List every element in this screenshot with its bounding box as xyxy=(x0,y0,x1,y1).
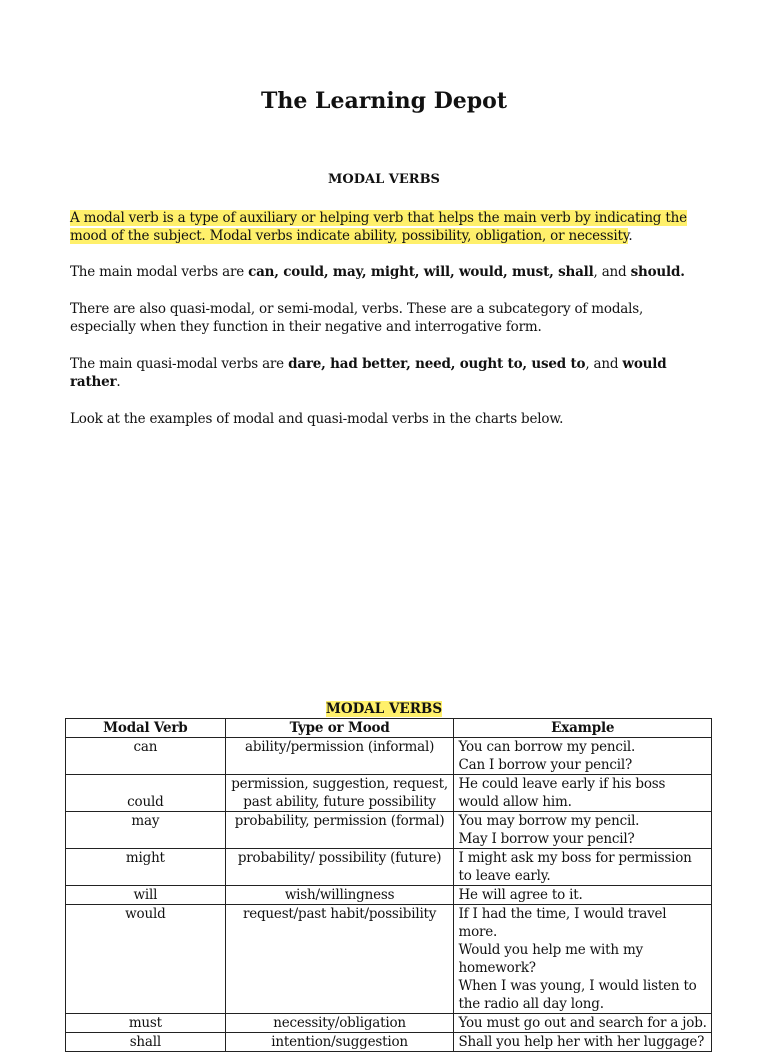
cell-example xyxy=(454,905,712,1014)
cell-example xyxy=(454,1014,712,1033)
example-line: When I was young, I would listen to the radio all day long. xyxy=(458,978,697,1012)
example-line: Can I borrow your pencil? xyxy=(458,757,633,773)
table-row xyxy=(66,738,712,775)
table-row xyxy=(66,775,712,812)
cell-example xyxy=(454,849,712,886)
cell-mood: intention/suggestion xyxy=(225,1033,454,1052)
paragraph-main-modals xyxy=(70,263,700,281)
cell-mood: ability/permission (informal) xyxy=(225,738,454,775)
cell-verb: must xyxy=(66,1014,226,1033)
cell-verb: might xyxy=(66,849,226,886)
paragraph-charts-note: Look at the examples of modal and quasi-modal verbs in the charts below. xyxy=(70,411,564,427)
header-type-or-mood: Type or Mood xyxy=(225,719,454,738)
main-modals-and: , and xyxy=(593,264,631,280)
paragraph-definition xyxy=(70,209,700,245)
table-caption xyxy=(0,701,768,717)
example-line: Shall you help her with her luggage? xyxy=(458,1034,705,1050)
quasi-and: , and xyxy=(585,356,623,372)
example-line: If I had the time, I would travel more. xyxy=(458,906,667,940)
cell-example xyxy=(454,1033,712,1052)
modal-verbs-table xyxy=(65,718,712,1052)
cell-mood: wish/willingness xyxy=(225,886,454,905)
main-modals-prefix: The main modal verbs are xyxy=(70,264,249,280)
example-line: He will agree to it. xyxy=(458,887,583,903)
table-row xyxy=(66,849,712,886)
table-row xyxy=(66,905,712,1014)
cell-mood: probability, permission (formal) xyxy=(225,812,454,849)
quasi-period: . xyxy=(116,374,121,390)
cell-mood: permission, suggestion, request, past ability, future possibility xyxy=(225,775,454,812)
cell-verb: would xyxy=(66,905,226,1014)
header-example: Example xyxy=(454,719,712,738)
main-modals-list: can, could, may, might, will, would, must, shall xyxy=(248,264,594,280)
quasi-prefix: The main quasi-modal verbs are xyxy=(70,356,289,372)
table-row xyxy=(66,886,712,905)
quasi-list: dare, had better, need, ought to, used to xyxy=(288,356,586,372)
section-heading: MODAL VERBS xyxy=(328,172,440,187)
table-row xyxy=(66,1014,712,1033)
cell-verb: may xyxy=(66,812,226,849)
cell-verb: could xyxy=(66,775,226,812)
example-line: You must go out and search for a job. xyxy=(458,1015,707,1031)
document-title: The Learning Depot xyxy=(260,88,508,114)
cell-verb: can xyxy=(66,738,226,775)
cell-verb: shall xyxy=(66,1033,226,1052)
cell-example xyxy=(454,812,712,849)
table-header-row xyxy=(66,719,712,738)
example-line: You can borrow my pencil. xyxy=(458,739,636,755)
example-line: I might ask my boss for permission to leave early. xyxy=(458,850,692,884)
main-modals-last: should. xyxy=(630,264,685,280)
cell-example xyxy=(454,775,712,812)
cell-mood: necessity/obligation xyxy=(225,1014,454,1033)
paragraph-quasi-list xyxy=(70,355,700,391)
cell-example xyxy=(454,738,712,775)
table-row xyxy=(66,812,712,849)
quasi-last: would rather xyxy=(70,356,667,390)
header-modal-verb: Modal Verb xyxy=(66,719,226,738)
table-row xyxy=(66,1033,712,1052)
example-line: May I borrow your pencil? xyxy=(458,831,635,847)
paragraph-quasi-intro: There are also quasi-modal, or semi-modal, verbs. These are a subcategory of modals, especially when they function in their negative and interrogative form. xyxy=(70,301,644,335)
paragraph-period: . xyxy=(628,228,633,244)
example-line: He could leave early if his boss would allow him. xyxy=(458,776,666,810)
cell-example xyxy=(454,886,712,905)
example-line: You may borrow my pencil. xyxy=(458,813,640,829)
cell-mood: probability/ possibility (future) xyxy=(225,849,454,886)
table-caption-text: MODAL VERBS xyxy=(325,701,443,717)
example-line: Would you help me with my homework? xyxy=(458,942,643,976)
cell-mood: request/past habit/possibility xyxy=(225,905,454,1014)
highlighted-definition: A modal verb is a type of auxiliary or helping verb that helps the main verb by indicating the mood of the subject. Modal verbs indicate ability, possibility, obligation, or necessity xyxy=(70,210,687,244)
cell-verb: will xyxy=(66,886,226,905)
